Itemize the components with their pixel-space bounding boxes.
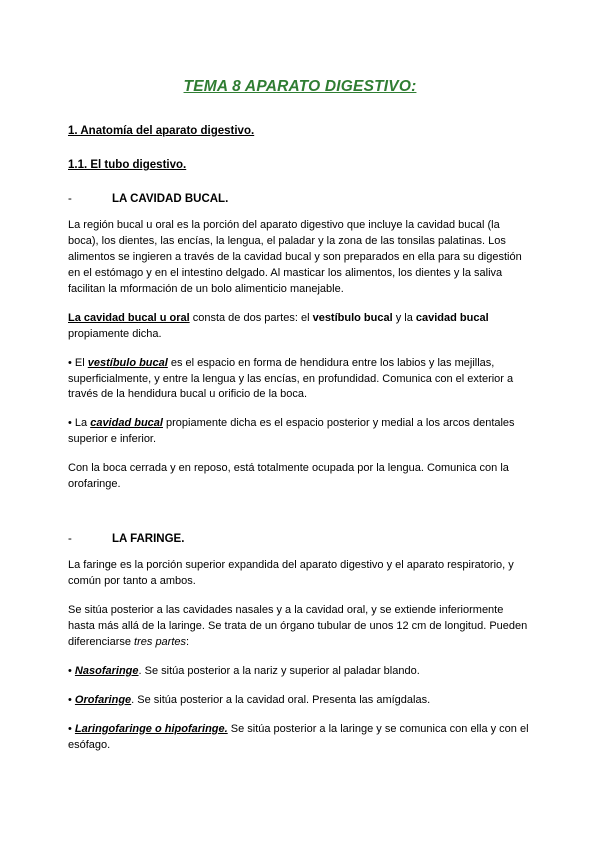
term-orofaringe: Orofaringe <box>74 693 132 706</box>
paragraph-region-bucal <box>68 218 532 298</box>
bullet-marker: • <box>68 693 75 706</box>
paragraph-faringe-situacion-tail: : <box>186 635 190 648</box>
paragraph-boca-cerrada <box>68 461 532 493</box>
paragraph-dos-partes <box>68 311 532 343</box>
subheading-cavidad-bucal <box>68 193 532 205</box>
term-tres-partes: tres partes <box>134 635 187 648</box>
heading-tubo-digestivo: 1.1. El tubo digestivo. <box>68 159 187 171</box>
bullet-cavidad-bucal-text: propiamente dicha es el espacio posterior y medial a los arcos dentales superior e inferior. <box>68 417 515 446</box>
dash-marker: - <box>68 193 72 205</box>
paragraph-faringe-situacion <box>68 603 532 651</box>
term-laringofaringe: Laringofaringe o hipofaringe. <box>74 722 228 735</box>
bullet-marker: • <box>68 722 75 735</box>
term-vestibulo-bucal: vestíbulo bucal <box>312 311 393 324</box>
bullet-nasofaringe-text: . Se sitúa posterior a la nariz y superior al paladar blando. <box>138 664 420 677</box>
bullet-cavidad-bucal <box>68 416 532 448</box>
paragraph-faringe-situacion-text: Se sitúa posterior a las cavidades nasales y a la cavidad oral, y se extiende inferiormente hasta más allá de la laringe. Se trata de un órgano tubular de unos 12 cm de longitud. Pueden diferenciarse <box>68 604 528 648</box>
bullet-orofaringe <box>68 693 532 709</box>
bullet-vestibulo-bucal-text: es el espacio en forma de hendidura entre los labios y las mejillas, superficialmente, y entre la lengua y las encías, en profundidad. Comunica con el exterior a través de la hendidura bucal u orificio de la boca. <box>68 356 514 401</box>
paragraph-boca-cerrada-text: Con la boca cerrada y en reposo, está totalmente ocupada por la lengua. Comunica con la orofaringe. <box>68 462 509 491</box>
bullet-orofaringe-text: . Se sitúa posterior a la cavidad oral. Presenta las amígdalas. <box>131 693 431 706</box>
paragraph-dos-partes-mid2: y la <box>392 311 416 324</box>
term-nasofaringe: Nasofaringe <box>74 664 139 677</box>
bullet-vestibulo-bucal <box>68 356 532 404</box>
paragraph-dos-partes-mid: consta de dos partes: el <box>189 311 313 324</box>
term-vestibulo-bucal-emph: vestíbulo bucal <box>87 356 168 369</box>
paragraph-faringe-intro <box>68 558 532 590</box>
bullet-marker: • La <box>68 417 91 430</box>
paragraph-dos-partes-tail: propiamente dicha. <box>68 327 162 340</box>
term-cavidad-bucal: cavidad bucal <box>415 311 489 324</box>
term-cavidad-bucal-emph: cavidad bucal <box>90 417 163 430</box>
section-spacer <box>68 493 532 511</box>
term-cavidad-bucal-oral: La cavidad bucal u oral <box>68 311 190 324</box>
bullet-laringofaringe <box>68 722 532 754</box>
heading-anatomia: 1. Anatomía del aparato digestivo. <box>68 125 255 137</box>
bullet-marker: • El <box>68 356 88 369</box>
paragraph-region-bucal-text: La región bucal u oral es la porción del aparato digestivo que incluye la cavidad bucal (la boca), los dientes, las encías, la lengua, el paladar y la zona de las tonsilas palatinas. Los alimentos se ingieren a través de la cavidad bucal y son preparados en ella para su digestión en el estómago y en el intestino delgado. Al masticar los alimentos, los dientes y la saliva facilitan la mformación de un bolo alimenticio manejable. <box>68 219 522 295</box>
dash-marker: - <box>68 533 72 546</box>
bullet-marker: • <box>68 664 75 677</box>
page-title: TEMA 8 APARATO DIGESTIVO: <box>183 78 417 95</box>
bullet-nasofaringe <box>68 664 532 680</box>
paragraph-faringe-intro-text: La faringe es la porción superior expandida del aparato digestivo y el aparato respiratorio, y común por tanto a ambos. <box>68 559 514 588</box>
subheading-cavidad-bucal-label: LA CAVIDAD BUCAL. <box>112 193 229 205</box>
bullet-laringofaringe-text: Se sitúa posterior a la laringe y se comunica con ella y con el esófago. <box>68 722 529 751</box>
subheading-faringe <box>68 533 532 545</box>
subheading-faringe-label: LA FARINGE. <box>112 533 185 546</box>
